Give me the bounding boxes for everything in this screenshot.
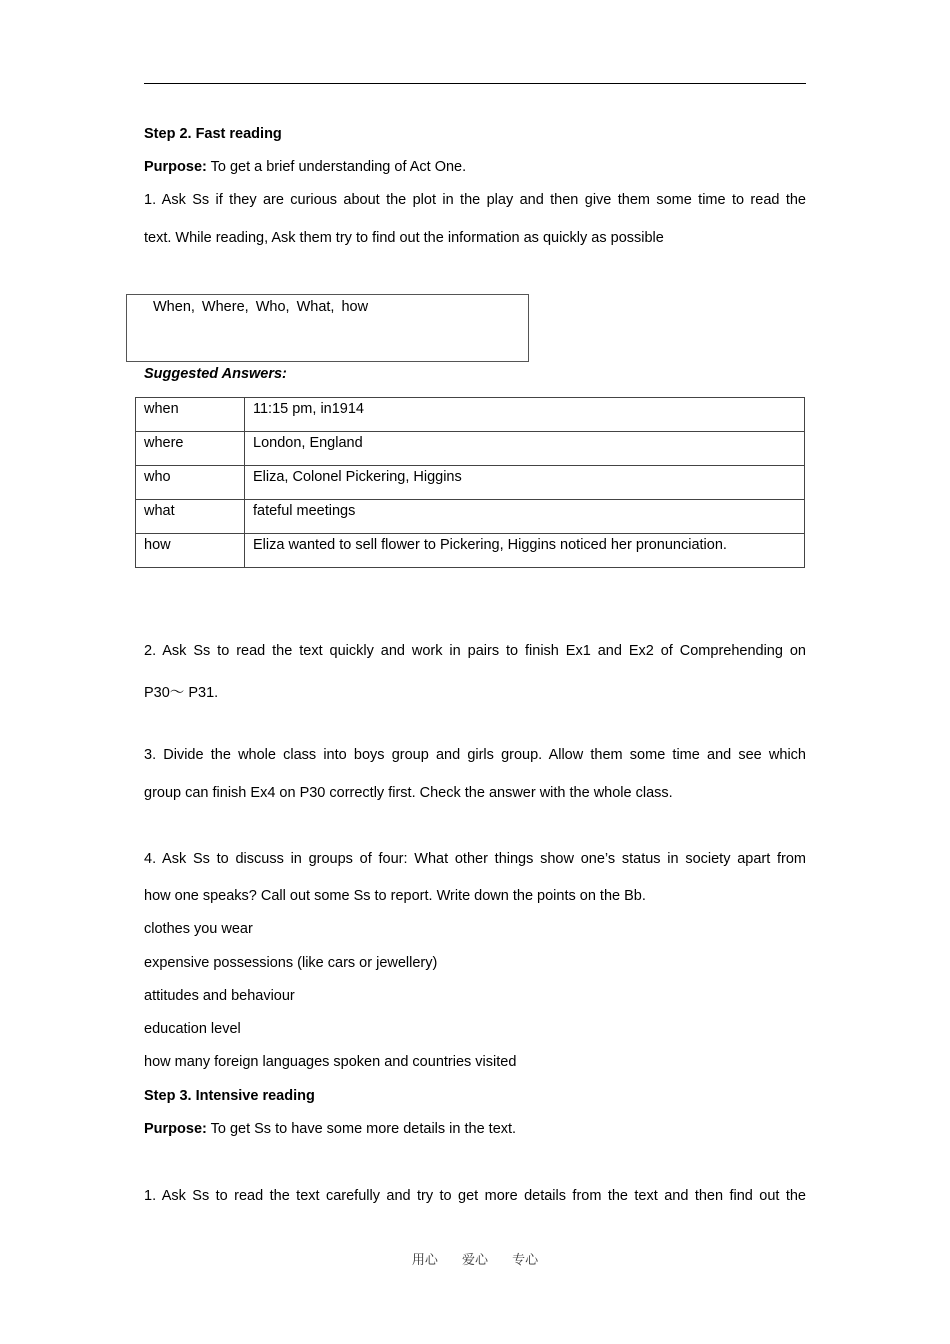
question-words-box xyxy=(126,294,529,362)
answer-value: Eliza, Colonel Pickering, Higgins xyxy=(245,466,805,500)
answer-value: London, England xyxy=(245,432,805,466)
header-rule xyxy=(144,83,806,84)
step3-item1-line1: 1. Ask Ss to read the text carefully and try to get more details from the text and then find out the xyxy=(144,1188,806,1204)
answer-key: where xyxy=(136,432,245,466)
step2-item4-line1: 4. Ask Ss to discuss in groups of four: What other things show one’s status in society apart from xyxy=(144,851,806,867)
footer-word: 用心 xyxy=(411,1253,438,1268)
answer-key: when xyxy=(136,398,245,432)
step2-item1-line1: 1. Ask Ss if they are curious about the plot in the play and then give them some time to read the xyxy=(144,192,806,208)
point-item: clothes you wear xyxy=(144,921,253,937)
step2-item3-line2: group can finish Ex4 on P30 correctly first. Check the answer with the whole class. xyxy=(144,785,673,801)
question-words: When, Where, Who, What, how xyxy=(153,299,369,315)
step3-heading: Step 3. Intensive reading xyxy=(144,1088,315,1104)
footer-word: 专心 xyxy=(512,1253,539,1268)
answer-value: fateful meetings xyxy=(245,500,805,534)
page-footer xyxy=(0,1249,950,1268)
step2-heading: Step 2. Fast reading xyxy=(144,126,282,142)
point-item: how many foreign languages spoken and countries visited xyxy=(144,1054,517,1070)
purpose-label: Purpose: xyxy=(144,159,207,175)
purpose-text: To get Ss to have some more details in the text. xyxy=(206,1121,517,1137)
answer-key: what xyxy=(136,500,245,534)
point-item: attitudes and behaviour xyxy=(144,988,295,1004)
step2-item2-line1: 2. Ask Ss to read the text quickly and work in pairs to finish Ex1 and Ex2 of Comprehending on xyxy=(144,643,806,659)
answer-key: who xyxy=(136,466,245,500)
step3-purpose xyxy=(144,1121,516,1137)
table-row xyxy=(136,500,805,534)
footer-word: 爱心 xyxy=(461,1253,488,1268)
table-row xyxy=(136,534,805,568)
point-item: expensive possessions (like cars or jewellery) xyxy=(144,955,438,971)
step2-item3-line1: 3. Divide the whole class into boys group and girls group. Allow them some time and see which xyxy=(144,747,806,763)
answers-table xyxy=(135,397,805,568)
table-row xyxy=(136,432,805,466)
purpose-text: To get a brief understanding of Act One. xyxy=(206,159,467,175)
step2-item2-line2: P30～ P31. xyxy=(144,685,219,701)
step2-item4-line2: how one speaks? Call out some Ss to report. Write down the points on the Bb. xyxy=(144,888,646,904)
suggested-answers-label: Suggested Answers: xyxy=(144,366,287,382)
answer-value: 11:15 pm, in1914 xyxy=(245,398,805,432)
table-row xyxy=(136,466,805,500)
answer-value: Eliza wanted to sell flower to Pickering, Higgins noticed her pronunciation. xyxy=(245,534,805,568)
point-item: education level xyxy=(144,1021,241,1037)
answer-key: how xyxy=(136,534,245,568)
purpose-label: Purpose: xyxy=(144,1121,207,1137)
table-row xyxy=(136,398,805,432)
step2-purpose xyxy=(144,159,466,175)
step2-item1-line2: text. While reading, Ask them try to find out the information as quickly as possible xyxy=(144,230,664,246)
